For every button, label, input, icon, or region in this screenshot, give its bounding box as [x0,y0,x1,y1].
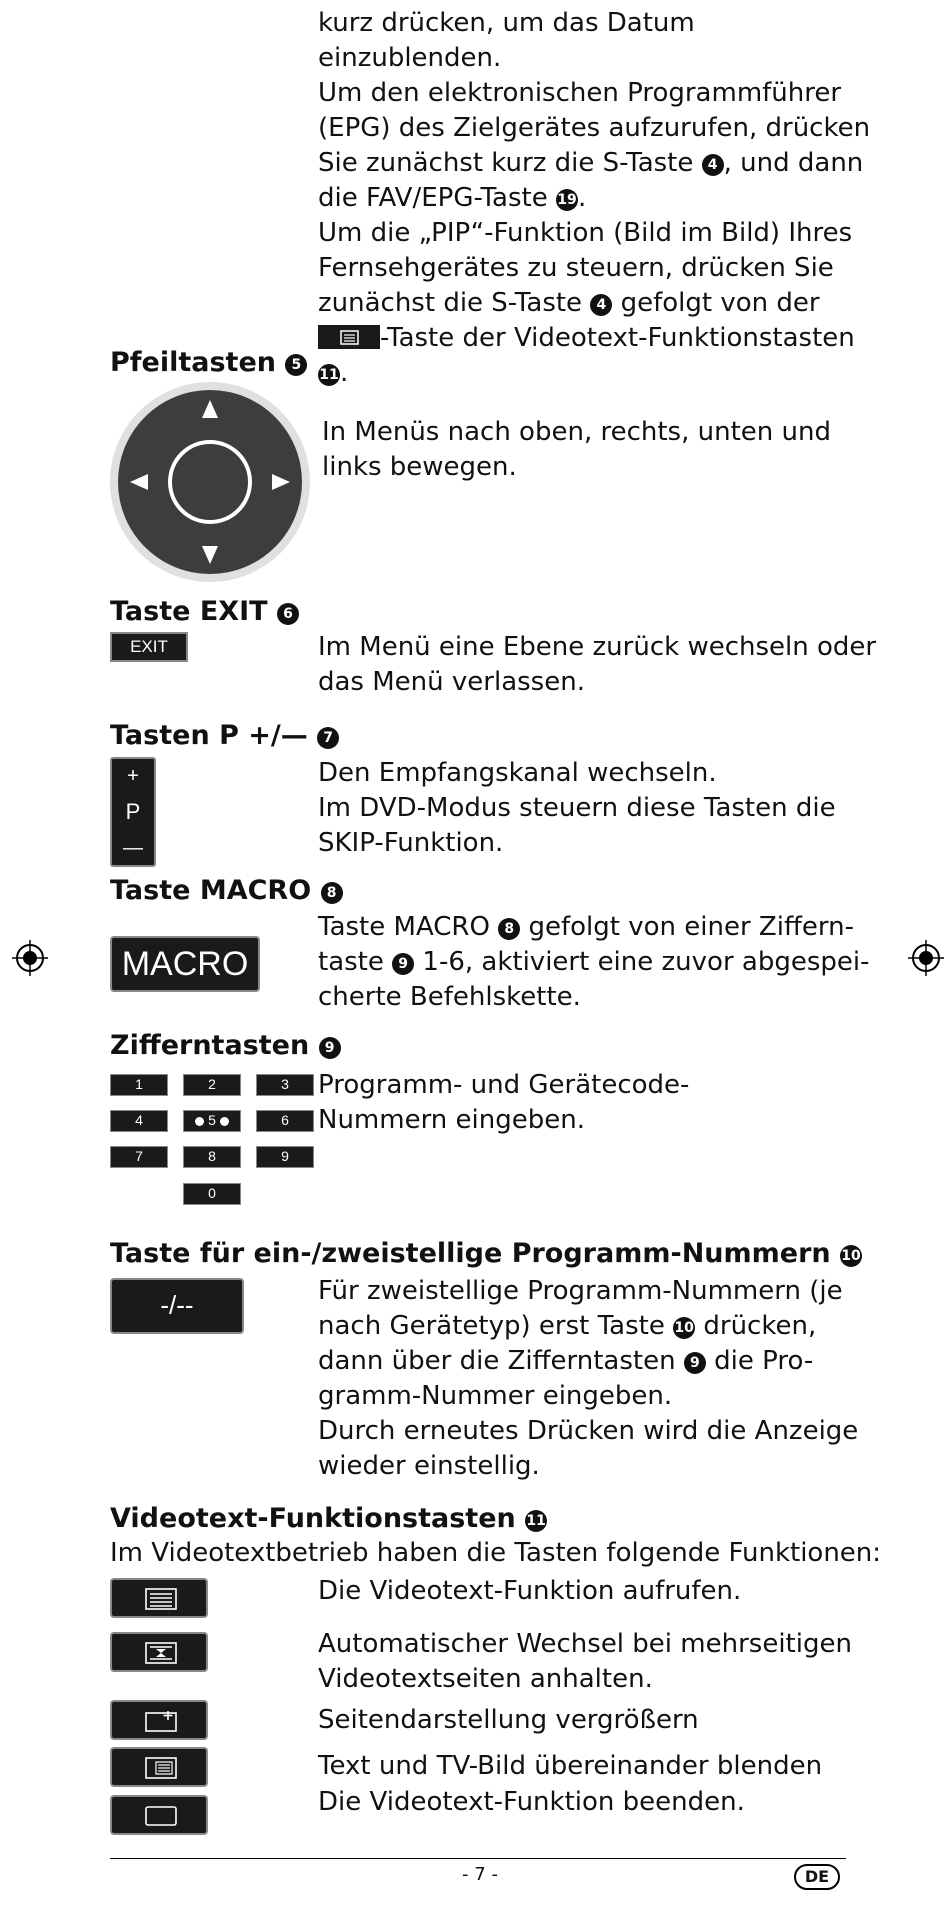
intro-line: kurz drücken, um das Datum einzublenden. [318,8,695,73]
program-keys [110,757,156,867]
text-line: Im DVD-Modus steuern diese Tasten die [318,793,836,823]
ref-number: 4 [590,294,612,316]
exit-key: EXIT [110,632,188,662]
hold-key [110,1632,208,1672]
language-badge: DE [794,1864,840,1890]
ref-number: 8 [498,918,520,940]
text-line: dann über die Zifferntasten 9 die Pro- [318,1346,814,1376]
arrow-pad-icon [110,382,310,582]
section-heading-arrows: Pfeiltasten 5 [110,345,307,380]
intro-line: (EPG) des Zielgerätes aufzurufen, drücken [318,113,871,143]
digit-key: 8 [183,1146,241,1168]
plus-label: + [127,765,139,787]
ref-number: 19 [556,189,578,211]
intro-line: -Taste der Videotext-Funktionstasten 11. [319,323,855,388]
text-line: SKIP-Funktion. [318,828,504,858]
ref-number: 11 [318,364,340,386]
text-line: Den Empfangskanal wechseln. [318,758,717,788]
section-heading-videotext: Videotext-Funktionstasten 11 [110,1503,546,1534]
digit-key: 7 [110,1146,168,1168]
intro-line: die FAV/EPG-Taste 19. [318,183,587,213]
ref-number: 5 [285,354,307,376]
section-heading-twodigit: Taste für ein-/zweistellige Programm-Nummern 10 [110,1238,861,1269]
intro-line: Um die „PIP“-Funktion (Bild im Bild) Ihres [318,218,853,248]
twodigit-description [318,1274,858,1484]
videotext-intro: Im Videotextbetrieb haben die Tasten folgende Funktionen: [110,1538,882,1568]
mix-key [110,1747,208,1787]
intro-line: zunächst die S-Taste 4 gefolgt von der [318,288,820,318]
text-line: Für zweistellige Programm-Nummern (je [318,1276,843,1306]
minus-label: — [123,837,143,859]
videotext-key [110,1578,208,1618]
p-label: P [125,799,141,824]
ref-number: 9 [319,1037,341,1059]
digit-key: 1 [110,1074,168,1096]
ref-number: 9 [392,953,414,975]
videotext-item: Die Videotext-Funktion beenden. [318,1787,745,1817]
mix-icon [145,1757,177,1779]
section-heading-exit: Taste EXIT 6 [110,594,299,629]
text-line: Durch erneutes Drücken wird die Anzeige [318,1416,859,1446]
text-line: Automatischer Wechsel bei mehrseitigen [318,1629,852,1659]
text-line: cherte Befehlskette. [318,982,581,1012]
intro-line: Um den elektronischen Programmführer [318,78,842,108]
twodigit-key: -/-- [110,1278,244,1334]
registration-mark-icon [908,940,944,976]
ref-number: 4 [702,154,724,176]
digit-key: 0 [183,1183,241,1205]
page-number: - 7 - [462,1864,498,1885]
footer-rule [110,1858,846,1859]
ref-number: 10 [840,1245,862,1267]
videotext-item: Seitendarstellung vergrößern [318,1705,699,1735]
tv-key [110,1795,208,1835]
p-description [318,756,836,861]
digits-description [318,1068,689,1138]
videotext-icon [318,325,380,349]
digit-key: 9 [256,1146,314,1168]
arrows-description [322,415,831,485]
text-line: nach Gerätetyp) erst Taste 10 drücken, [318,1311,817,1341]
text-line: Im Menü eine Ebene zurück wechseln oder [318,632,877,662]
intro-line: Sie zunächst kurz die S-Taste 4 , und dann [318,148,864,178]
text-line: links bewegen. [322,452,517,482]
ref-number: 10 [673,1317,695,1339]
videotext-item: Die Videotext-Funktion aufrufen. [318,1576,742,1606]
digit-key: 3 [256,1074,314,1096]
ref-number: 11 [525,1510,547,1532]
digit-label: 5 [208,1112,216,1128]
intro-block [318,6,878,391]
section-heading-p: Tasten P +/— 7 [110,718,339,753]
intro-line: Fernsehgerätes zu steuern, drücken Sie [318,253,834,283]
tv-icon [145,1805,177,1827]
text-line: gramm-Nummer eingeben. [318,1381,673,1411]
enlarge-icon [145,1710,177,1732]
hold-icon [145,1642,177,1664]
text-line: Taste MACRO 8 gefolgt von einer Ziffern- [318,912,854,942]
section-heading-digits: Zifferntasten 9 [110,1028,341,1063]
macro-description [318,910,869,1015]
text-line: In Menüs nach oben, rechts, unten und [322,417,831,447]
videotext-item [318,1627,852,1697]
ref-number: 6 [277,603,299,625]
digit-key: 2 [183,1074,241,1096]
text-line: taste 9 1-6, aktiviert eine zuvor abgespei- [318,947,870,977]
enlarge-key [110,1700,208,1740]
ref-number: 8 [321,882,343,904]
text-line: Videotextseiten anhalten. [318,1664,653,1694]
exit-description [318,630,876,700]
macro-key: MACRO [110,936,260,992]
text-line: Nummern eingeben. [318,1105,585,1135]
digit-key-5 [183,1110,241,1132]
registration-mark-icon [12,940,48,976]
text-line: wieder einstellig. [318,1451,540,1481]
digit-key: 4 [110,1110,168,1132]
section-heading-macro: Taste MACRO 8 [110,873,343,908]
videotext-icon [145,1588,177,1610]
videotext-item: Text und TV-Bild übereinander blenden [318,1751,823,1781]
digit-key: 6 [256,1110,314,1132]
text-line: Programm- und Gerätecode- [318,1070,690,1100]
ref-number: 9 [684,1352,706,1374]
ref-number: 7 [317,727,339,749]
text-line: das Menü verlassen. [318,667,585,697]
